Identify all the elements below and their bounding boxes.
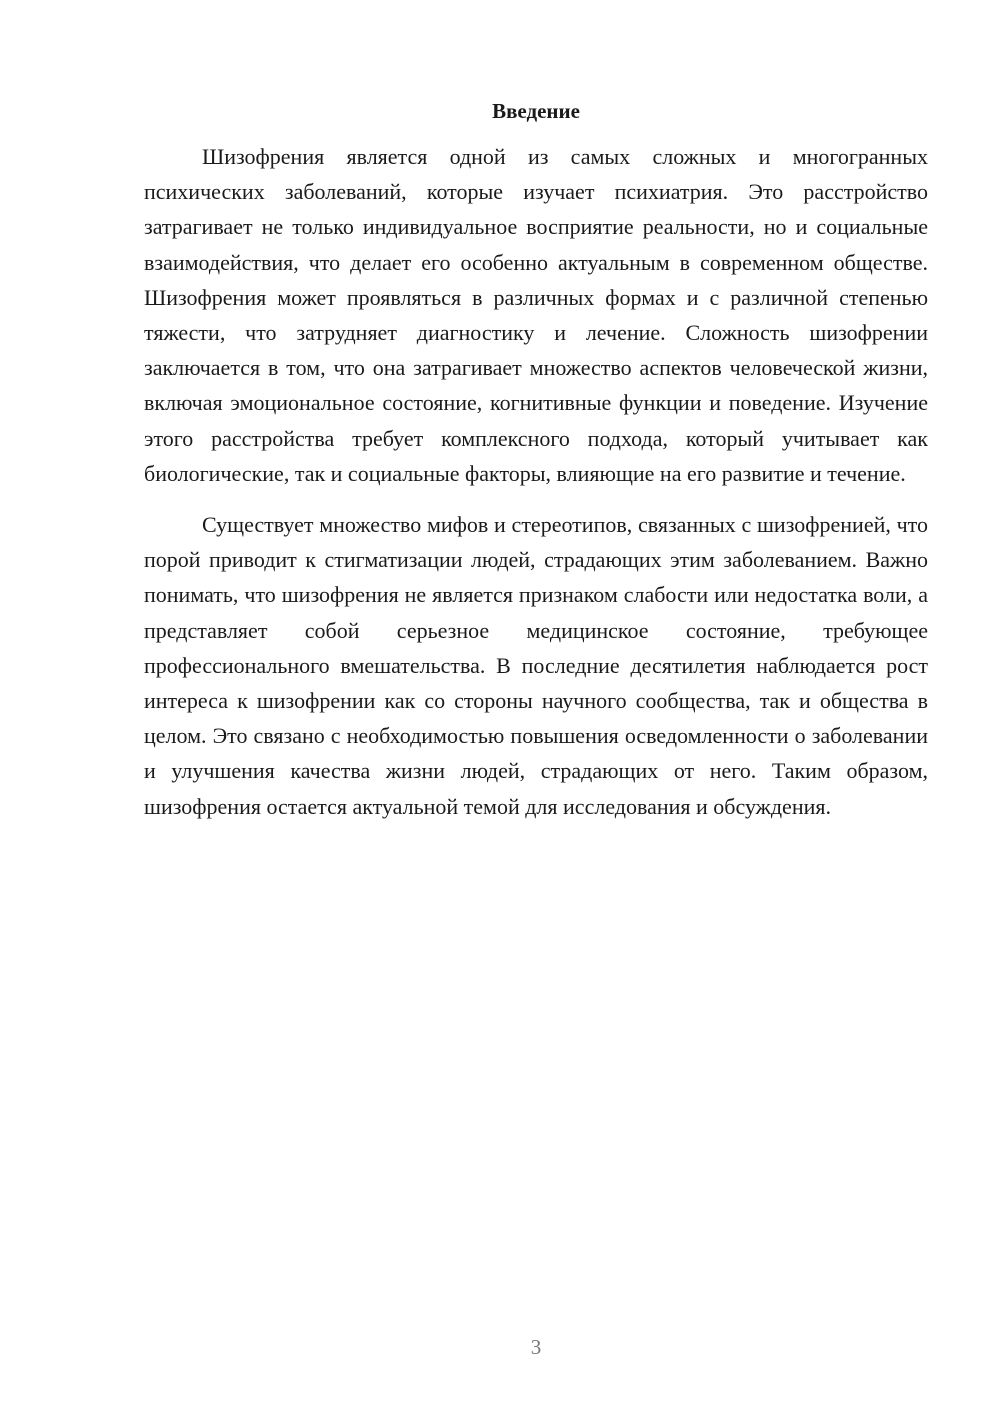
section-heading: Введение — [492, 99, 580, 123]
page-content — [144, 95, 928, 824]
paragraph-1: Шизофрения является одной из самых сложных и многогранных психических заболеваний, которые изучает психиатрия. Это расстройство затрагивает не только индивидуальное восприятие реальности, но и социальные взаимодействия, что делает его особенно актуальным в современном обществе. Шизофрения может проявляться в различных формах и с различной степенью тяжести, что затрудняет диагностику и лечение. Сложность шизофрении заключается в том, что она затрагивает множество аспектов человеческой жизни, включая эмоциональное состояние, когнитивные функции и поведение. Изучение этого расстройства требует комплексного подхода, который учитывает как биологические, так и социальные факторы, влияющие на его развитие и течение. — [144, 144, 928, 486]
page-number: 3 — [530, 1335, 542, 1359]
paragraph-2: Существует множество мифов и стереотипов, связанных с шизофренией, что порой приводит к стигматизации людей, страдающих этим заболеванием. Важно понимать, что шизофрения не является признаком слабости или недостатка воли, а представляет собой серьезное медицинское состояние, требующее профессионального вмешательства. В последние десятилетия наблюдается рост интереса к шизофрении как со стороны научного сообщества, так и общества в целом. Это связано с необходимостью повышения осведомленности о заболевании и улучшения качества жизни людей, страдающих от него. Таким образом, шизофрения остается актуальной темой для исследования и обсуждения. — [144, 512, 928, 819]
